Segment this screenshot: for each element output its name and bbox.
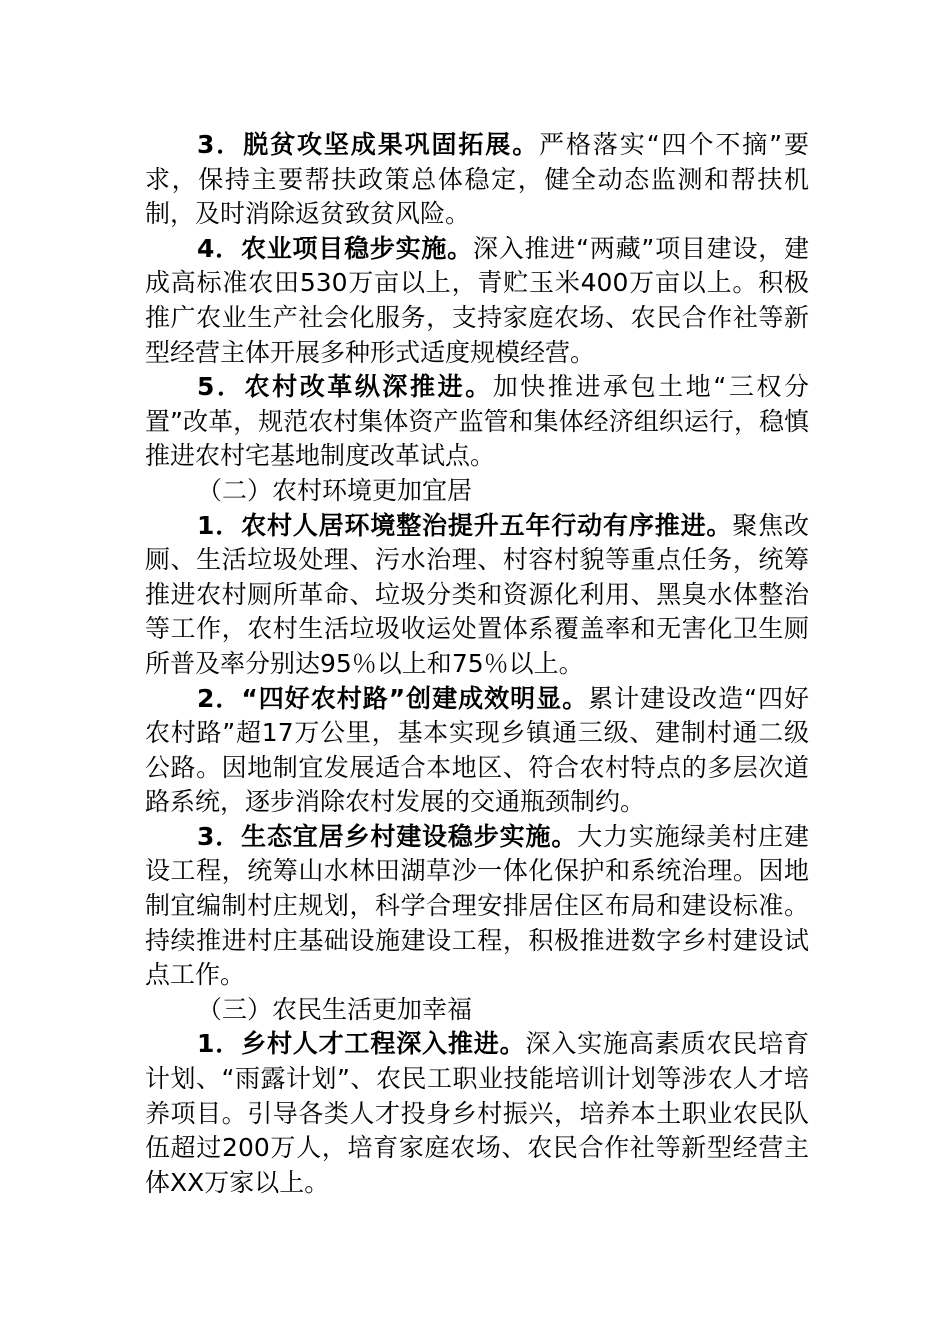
paragraph-talent-project [145,1027,809,1200]
paragraph-lead: 5．农村改革纵深推进。 [197,372,493,402]
paragraph-body: 大力实施绿美村庄建设工程，统筹山水林田湖草沙一体化保护和系统治理。因地制宜编制村庄规划，科学合理安排居住区布局和建设标准。持续推进村庄基础设施建设工程，积极推进数字乡村建设试点工作。 [145,821,809,990]
paragraph-body: 深入实施高素质农民培育计划、“雨露计划”、农民工职业技能培训计划等涉农人才培养项目。引导各类人才投身乡村振兴，培养本土职业农民队伍超过200万人，培育家庭农场、农民合作社等新型经营主体XX万家以上。 [145,1029,809,1197]
section-heading-farmer-life: （三）农民生活更加幸福 [197,994,473,1024]
paragraph-body: 深入推进“两藏”项目建设，建成高标准农田530万亩以上，青贮玉米400万亩以上。积极推广农业生产社会化服务，支持家庭农场、农民合作社等新型经营主体开展多种形式适度规模经营。 [145,233,809,367]
paragraph-ecological-villages [145,820,809,993]
paragraph-lead: 3．脱贫攻坚成果巩固拓展。 [197,130,540,159]
paragraph-lead: 1．乡村人才工程深入推进。 [197,1029,526,1059]
paragraph-rural-reform [145,370,809,474]
section-heading-environment: （二）农村环境更加宜居 [197,475,473,505]
paragraph-poverty-alleviation [145,128,809,232]
paragraph-body: 累计建设改造“四好农村路”超17万公里，基本实现乡镇通三级、建制村通二级公路。因地制宜发展适合本地区、符合农村特点的多层次道路系统，逐步消除农村发展的交通瓶颈制约。 [145,683,810,817]
paragraph-lead: 1．农村人居环境整治提升五年行动有序推进。 [197,510,733,540]
document-body [145,128,809,1200]
paragraph-lead: 4．农业项目稳步实施。 [197,233,473,263]
paragraph-agricultural-projects [145,232,809,370]
paragraph-lead: 3．生态宜居乡村建设稳步实施。 [197,821,578,851]
paragraph-living-environment [145,509,809,682]
paragraph-rural-roads [145,682,809,820]
paragraph-body: 加快推进承包土地“三权分置”改革，规范农村集体资产监管和集体经济组织运行，稳慎推进农村宅基地制度改革试点。 [145,372,809,471]
paragraph-body: 聚焦改厕、生活垃圾处理、污水治理、村容村貌等重点任务，统筹推进农村厕所革命、垃圾分类和资源化利用、黑臭水体整治等工作，农村生活垃圾收运处置体系覆盖率和无害化卫生厕所普及率分别达95％以上和75％以上。 [145,510,809,678]
paragraph-body: 严格落实“四个不摘”要求，保持主要帮扶政策总体稳定，健全动态监测和帮扶机制，及时消除返贫致贫风险。 [145,130,809,229]
paragraph-lead: 2．“四好农村路”创建成效明显。 [197,683,589,713]
